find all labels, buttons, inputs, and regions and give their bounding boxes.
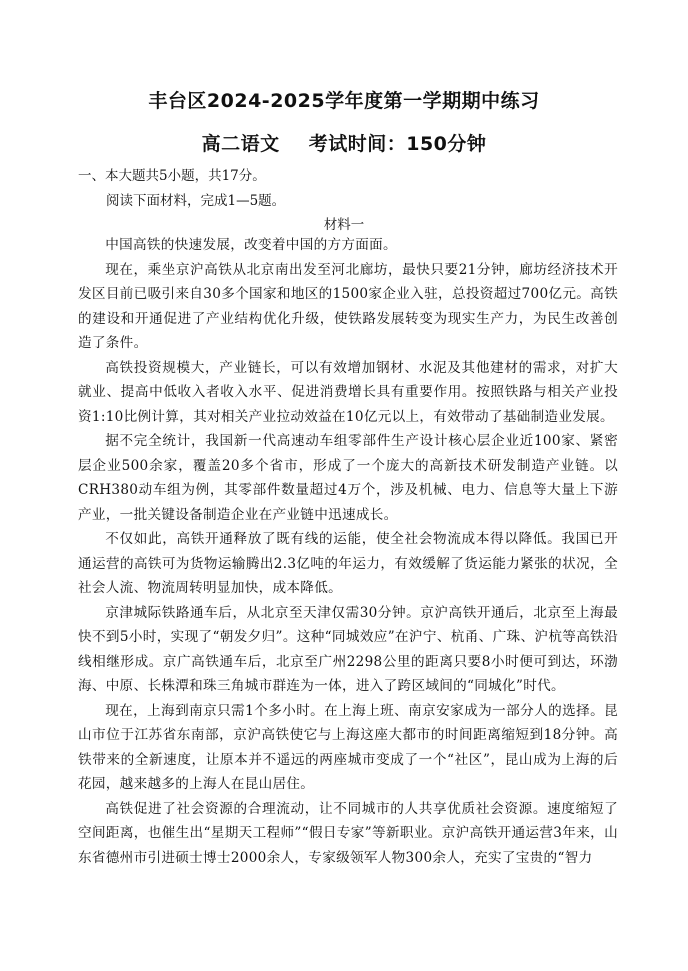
paragraph: 京津城际铁路通车后，从北京至天津仅需30分钟。京沪高铁开通后，北京至上海最快不到5小时，实现了“朝发夕归”。这种“同城效应”在沪宁、杭甬、广珠、沪杭等高铁沿线相继形成。京广高铁通车后，北京至广州2298公里的距离只要8小时便可到达，环渤海、中原、长株潭和珠三角城市群连为一体，进入了跨区域间的“同城化”时代。	[78, 604, 618, 694]
exam-subtitle: 高二语文 考试时间：150分钟	[201, 133, 487, 155]
paragraph: 据不完全统计，我国新一代高速动车组零部件生产设计核心层企业近100家、紧密层企业500余家，覆盖20多个省市，形成了一个庞大的高新技术研发制造产业链。以CRH380动车组为例，其零部件数量超过4万个，涉及机械、电力、信息等大量上下游产业，一批关键设备制造企业在产业链中迅速成长。	[78, 433, 618, 523]
paragraph: 中国高铁的快速发展，改变着中国的方方面面。	[105, 237, 397, 253]
paragraph: 不仅如此，高铁开通释放了既有线的运能，使全社会物流成本得以降低。我国已开通运营的高铁可为货物运输腾出2.3亿吨的年运力，有效缓解了货运能力紧张的状况，全社会人流、物流周转明显加快，成本降低。	[78, 531, 618, 596]
paragraph: 高铁促进了社会资源的合理流动，让不同城市的人共享优质社会资源。速度缩短了空间距离，也催生出“星期天工程师”“假日专家”等新职业。京沪高铁开通运营3年来，山东省德州市引进硕士博士2000余人，专家级领军人物300余人，充实了宝贵的“智力	[78, 800, 618, 866]
material-title: 材料一	[323, 217, 365, 233]
reading-instruction: 阅读下面材料，完成1—5题。	[106, 193, 286, 209]
exam-title: 丰台区2024-2025学年度第一学期期中练习	[148, 90, 540, 112]
section-heading: 一、本大题共5小题，共17分。	[78, 168, 266, 184]
paragraph: 高铁投资规模大，产业链长，可以有效增加钢材、水泥及其他建材的需求，对扩大就业、提高中低收入者收入水平、促进消费增长具有重要作用。按照铁路与相关产业投资1:10比例计算，其对相关产业拉动效益在10亿元以上，有效带动了基础制造业发展。	[78, 359, 618, 425]
material-body	[78, 233, 618, 870]
paragraph: 现在，上海到南京只需1个多小时。在上海上班、南京安家成为一部分人的选择。昆山市位于江苏省东南部，京沪高铁使它与上海这座大都市的时间距离缩短到18分钟。高铁带来的全新速度，让原本并不遥远的两座城市变成了一个“社区”，昆山成为上海的后花园，越来越多的上海人在昆山居住。	[78, 702, 618, 792]
paragraph: 现在，乘坐京沪高铁从北京南出发至河北廊坊，最快只要21分钟，廊坊经济技术开发区目前已吸引来自30多个国家和地区的1500家企业入驻，总投资超过700亿元。高铁的建设和开通促进了产业结构优化升级，使铁路发展转变为现实生产力，为民生改善创造了条件。	[78, 261, 618, 351]
